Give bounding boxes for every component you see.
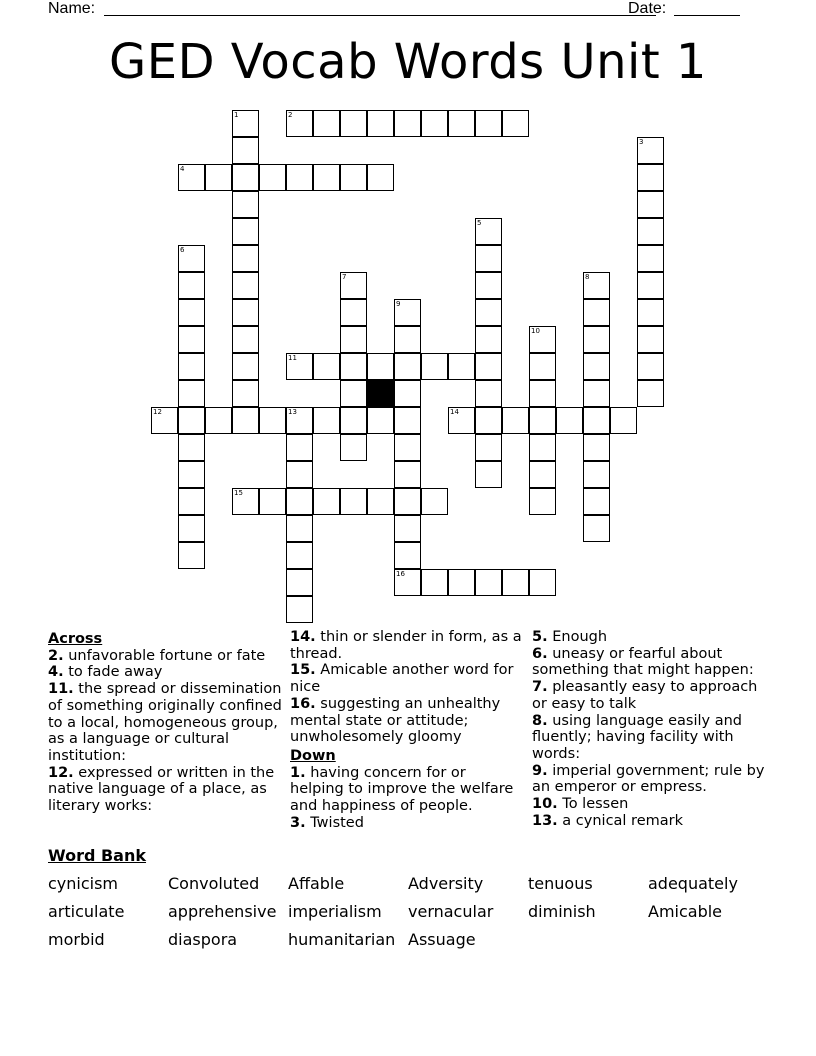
grid-cell[interactable]: [259, 488, 286, 515]
grid-cell[interactable]: [583, 488, 610, 515]
grid-cell[interactable]: [313, 110, 340, 137]
grid-cell[interactable]: [529, 569, 556, 596]
grid-cell[interactable]: [232, 272, 259, 299]
grid-cell[interactable]: [259, 164, 286, 191]
grid-cell[interactable]: [178, 353, 205, 380]
grid-cell[interactable]: [583, 407, 610, 434]
cell-number: 15: [234, 489, 243, 497]
clue-text: to fade away: [63, 664, 163, 681]
grid-cell[interactable]: [232, 191, 259, 218]
clue-number: 13.: [532, 812, 558, 829]
grid-cell[interactable]: [178, 488, 205, 515]
clue-text: having concern for or helping to improve the welfare and happiness of people.: [290, 764, 514, 815]
grid-cell[interactable]: [394, 569, 421, 596]
grid-cell[interactable]: [421, 569, 448, 596]
grid-cell[interactable]: [286, 407, 313, 434]
word-bank-word: vernacular: [408, 902, 494, 921]
grid-cell[interactable]: [340, 326, 367, 353]
grid-cell[interactable]: [637, 272, 664, 299]
grid-cell[interactable]: [367, 407, 394, 434]
grid-cell[interactable]: [583, 434, 610, 461]
grid-cell[interactable]: [259, 407, 286, 434]
across-clue: [290, 696, 524, 746]
grid-cell[interactable]: [205, 164, 232, 191]
grid-cell[interactable]: [340, 434, 367, 461]
cell-number: 1: [234, 111, 239, 119]
cell-number: 6: [180, 246, 185, 254]
grid-cell[interactable]: [637, 191, 664, 218]
grid-cell[interactable]: [529, 407, 556, 434]
grid-cell[interactable]: [394, 299, 421, 326]
down-clue: [532, 796, 768, 813]
grid-cell[interactable]: [529, 380, 556, 407]
grid-cell[interactable]: [286, 434, 313, 461]
grid-cell[interactable]: [313, 488, 340, 515]
word-bank-word: imperialism: [288, 902, 382, 921]
grid-cell[interactable]: [421, 353, 448, 380]
grid-cell[interactable]: [286, 164, 313, 191]
grid-cell[interactable]: [232, 353, 259, 380]
word-bank-word: adequately: [648, 874, 738, 893]
grid-cell[interactable]: [529, 353, 556, 380]
grid-cell[interactable]: [340, 299, 367, 326]
clue-text: the spread or dissemination of something originally confined to a local, homogeneous group, as a language or cultural institution:: [48, 681, 282, 764]
clue-number: 8.: [532, 712, 548, 729]
clue-text: unfavorable fortune or fate: [63, 647, 266, 664]
word-bank-word: articulate: [48, 902, 125, 921]
grid-cell[interactable]: [232, 380, 259, 407]
clue-text: using language easily and fluently; having facility with words:: [532, 712, 742, 762]
word-bank-word: humanitarian: [288, 930, 396, 949]
grid-cell[interactable]: [475, 434, 502, 461]
grid-cell[interactable]: [340, 488, 367, 515]
grid-cell[interactable]: [232, 488, 259, 515]
word-bank-word: morbid: [48, 930, 105, 949]
cell-number: 7: [342, 273, 347, 281]
grid-cell[interactable]: [286, 596, 313, 623]
cell-number: 3: [639, 138, 644, 146]
grid-cell[interactable]: [313, 164, 340, 191]
grid-cell[interactable]: [610, 407, 637, 434]
grid-cell[interactable]: [178, 380, 205, 407]
down-heading: Down: [290, 747, 336, 764]
clue-text: a cynical remark: [557, 812, 683, 829]
grid-cell[interactable]: [583, 326, 610, 353]
cell-number: 16: [396, 570, 405, 578]
down-clue: [532, 646, 768, 679]
grid-cell[interactable]: [637, 164, 664, 191]
grid-cell[interactable]: [448, 407, 475, 434]
grid-cell[interactable]: [367, 488, 394, 515]
down-clue: [290, 765, 524, 815]
clue-number: 5.: [532, 629, 548, 645]
clue-text: Twisted: [305, 814, 364, 831]
grid-cell[interactable]: [394, 407, 421, 434]
grid-cell[interactable]: [178, 164, 205, 191]
clue-text: thin or slender in form, as a thread.: [290, 629, 522, 662]
word-bank-word: cynicism: [48, 874, 119, 893]
grid-cell[interactable]: [394, 461, 421, 488]
grid-cell[interactable]: [502, 569, 529, 596]
grid-cell[interactable]: [502, 110, 529, 137]
across-clue: [290, 662, 524, 695]
clue-number: 12.: [48, 764, 74, 781]
grid-cell[interactable]: [286, 542, 313, 569]
down-clue: [532, 713, 768, 763]
grid-cell[interactable]: [637, 137, 664, 164]
clue-number: 16.: [290, 695, 316, 712]
word-bank-word: Affable: [288, 874, 345, 893]
clue-column-2: [290, 629, 524, 831]
grid-cell[interactable]: [286, 110, 313, 137]
grid-cell[interactable]: [367, 164, 394, 191]
grid-cell[interactable]: [637, 326, 664, 353]
down-clue: [532, 679, 768, 712]
clue-number: 9.: [532, 762, 548, 779]
grid-cell[interactable]: [529, 488, 556, 515]
clue-text: Enough: [547, 629, 608, 645]
clue-column-3: [532, 629, 768, 829]
date-label: Date:: [628, 0, 667, 17]
grid-cell[interactable]: [583, 461, 610, 488]
grid-cell[interactable]: [475, 380, 502, 407]
clue-number: 1.: [290, 764, 306, 781]
grid-cell[interactable]: [313, 407, 340, 434]
grid-cell[interactable]: [340, 407, 367, 434]
grid-cell[interactable]: [178, 299, 205, 326]
grid-cell[interactable]: [178, 542, 205, 569]
grid-cell[interactable]: [394, 434, 421, 461]
grid-cell[interactable]: [637, 299, 664, 326]
grid-cell[interactable]: [637, 218, 664, 245]
grid-cell[interactable]: [286, 353, 313, 380]
word-bank-word: Amicable: [648, 902, 723, 921]
across-clue: [290, 629, 524, 662]
grid-cell[interactable]: [286, 569, 313, 596]
grid-cell[interactable]: [583, 515, 610, 542]
across-clue: [48, 664, 282, 681]
cell-number: 9: [396, 300, 401, 308]
grid-cell[interactable]: [448, 353, 475, 380]
across-clue: [48, 681, 282, 765]
page-title: GED Vocab Words Unit 1: [109, 34, 707, 90]
grid-cell[interactable]: [340, 353, 367, 380]
word-bank-word: Assuage: [408, 930, 476, 949]
across-clue: [48, 648, 282, 665]
grid-cell[interactable]: [583, 380, 610, 407]
grid-cell[interactable]: [529, 434, 556, 461]
cell-number: 4: [180, 165, 185, 173]
word-bank-word: diaspora: [168, 930, 238, 949]
grid-cell[interactable]: [178, 272, 205, 299]
grid-cell[interactable]: [556, 407, 583, 434]
down-clue: [532, 629, 768, 646]
grid-cell[interactable]: [232, 407, 259, 434]
grid-cell[interactable]: [232, 245, 259, 272]
name-label: Name:: [48, 0, 96, 17]
cell-number: 13: [288, 408, 297, 416]
word-bank-word: tenuous: [528, 874, 593, 893]
grid-cell[interactable]: [637, 353, 664, 380]
grid-cell[interactable]: [286, 461, 313, 488]
clue-column-1: [48, 629, 282, 815]
grid-cell[interactable]: [475, 353, 502, 380]
grid-cell[interactable]: [394, 353, 421, 380]
clue-number: 6.: [532, 645, 548, 662]
grid-cell[interactable]: [286, 515, 313, 542]
cell-number: 2: [288, 111, 293, 119]
down-clue: [532, 813, 768, 830]
cell-number: 5: [477, 219, 482, 227]
grid-cell[interactable]: [178, 326, 205, 353]
grid-cell[interactable]: [394, 488, 421, 515]
grid-cell[interactable]: [637, 245, 664, 272]
grid-cell[interactable]: [475, 218, 502, 245]
word-bank-word: Convoluted: [168, 874, 260, 893]
clue-number: 7.: [532, 679, 548, 696]
grid-cell[interactable]: [232, 164, 259, 191]
clue-number: 2.: [48, 647, 64, 664]
grid-cell[interactable]: [232, 299, 259, 326]
grid-cell[interactable]: [367, 353, 394, 380]
grid-cell[interactable]: [394, 380, 421, 407]
down-clue: [290, 815, 524, 832]
grid-cell[interactable]: [232, 110, 259, 137]
grid-cell[interactable]: [178, 407, 205, 434]
word-bank-word: Adversity: [408, 874, 484, 893]
clue-text: To lessen: [557, 796, 629, 813]
grid-cell[interactable]: [583, 272, 610, 299]
grid-cell[interactable]: [178, 245, 205, 272]
down-clue: [532, 763, 768, 796]
clue-number: 3.: [290, 814, 306, 831]
grid-cell[interactable]: [313, 353, 340, 380]
clue-text: expressed or written in the native language of a place, as literary works:: [48, 764, 275, 815]
grid-cell[interactable]: [421, 488, 448, 515]
grid-cell[interactable]: [340, 110, 367, 137]
word-bank-word: diminish: [528, 902, 596, 921]
clue-number: 11.: [48, 681, 74, 698]
grid-cell[interactable]: [232, 218, 259, 245]
grid-cell[interactable]: [475, 569, 502, 596]
cell-number: 11: [288, 354, 297, 362]
grid-cell[interactable]: [232, 137, 259, 164]
grid-cell[interactable]: [151, 407, 178, 434]
grid-cell[interactable]: [475, 299, 502, 326]
clue-text: suggesting an unhealthy mental state or attitude; unwholesomely gloomy: [290, 695, 501, 746]
blocked-cell: [367, 380, 394, 407]
grid-cell[interactable]: [637, 380, 664, 407]
grid-cell[interactable]: [421, 110, 448, 137]
grid-cell[interactable]: [178, 515, 205, 542]
grid-cell[interactable]: [529, 461, 556, 488]
word-bank-heading: Word Bank: [48, 846, 147, 865]
grid-cell[interactable]: [475, 326, 502, 353]
grid-cell[interactable]: [475, 407, 502, 434]
cell-number: 10: [531, 327, 540, 335]
grid-cell[interactable]: [178, 434, 205, 461]
grid-cell[interactable]: [475, 461, 502, 488]
grid-cell[interactable]: [475, 245, 502, 272]
grid-cell[interactable]: [394, 515, 421, 542]
grid-cell[interactable]: [205, 407, 232, 434]
clue-text: uneasy or fearful about something that might happen:: [532, 645, 754, 679]
grid-cell[interactable]: [448, 110, 475, 137]
grid-cell[interactable]: [340, 164, 367, 191]
grid-cell[interactable]: [232, 326, 259, 353]
grid-cell[interactable]: [583, 299, 610, 326]
grid-cell[interactable]: [394, 110, 421, 137]
grid-cell[interactable]: [475, 272, 502, 299]
grid-cell[interactable]: [340, 380, 367, 407]
clue-number: 10.: [532, 796, 558, 813]
clue-number: 15.: [290, 662, 316, 679]
clue-number: 4.: [48, 664, 64, 681]
clue-text: pleasantly easy to approach or easy to talk: [532, 679, 758, 712]
grid-cell[interactable]: [340, 272, 367, 299]
word-bank-word: apprehensive: [168, 902, 277, 921]
grid-cell[interactable]: [394, 326, 421, 353]
grid-cell[interactable]: [529, 326, 556, 353]
across-heading: Across: [48, 631, 103, 647]
grid-cell[interactable]: [367, 110, 394, 137]
grid-cell[interactable]: [286, 488, 313, 515]
cell-number: 12: [153, 408, 162, 416]
clue-number: 14.: [290, 629, 316, 645]
grid-cell[interactable]: [502, 407, 529, 434]
cell-number: 14: [450, 408, 459, 416]
grid-cell[interactable]: [178, 461, 205, 488]
across-clue: [48, 765, 282, 815]
grid-cell[interactable]: [394, 542, 421, 569]
clue-text: imperial government; rule by an emperor or empress.: [532, 762, 765, 796]
cell-number: 8: [585, 273, 590, 281]
grid-cell[interactable]: [448, 569, 475, 596]
grid-cell[interactable]: [583, 353, 610, 380]
grid-cell[interactable]: [475, 110, 502, 137]
clue-text: Amicable another word for nice: [290, 662, 514, 696]
